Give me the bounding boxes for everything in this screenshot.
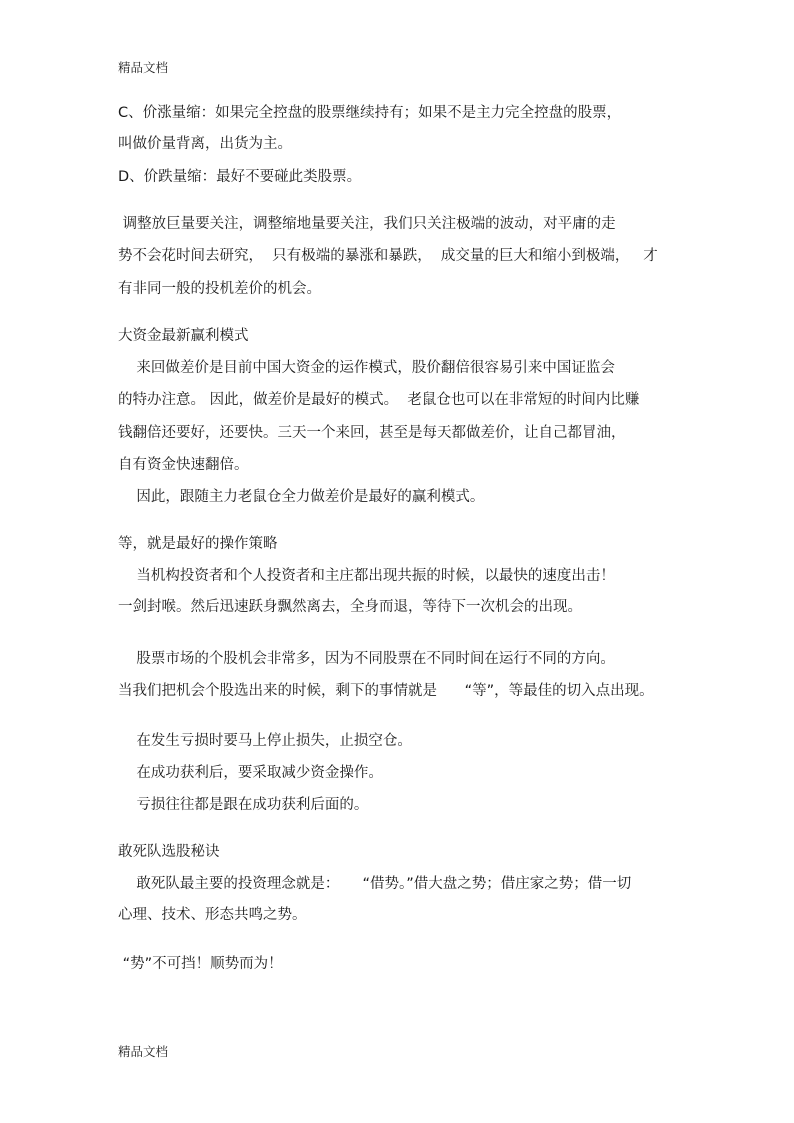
section-heading: 敢死队选股秘诀: [118, 844, 220, 860]
section-heading: 等，就是最好的操作策略: [118, 536, 278, 552]
doc-line: 叫做价量背离，出货为主。: [118, 136, 292, 152]
doc-line: 股票市场的个股机会非常多，因为不同股票在不同时间在运行不同的方向。: [118, 651, 615, 667]
doc-line: 有非同一般的投机差价的机会。: [118, 281, 321, 297]
doc-line: 在成功获利后，要采取减少资金操作。: [118, 765, 383, 781]
doc-line: 亏损往往都是跟在成功获利后面的。: [118, 797, 369, 813]
doc-line: 自有资金快速翻倍。: [118, 457, 249, 473]
doc-line: D、价跌量缩：最好不要碰此类股票。: [118, 169, 362, 185]
doc-line: 敢死队最主要的投资理念就是： “借势。”借大盘之势；借庄家之势；借一切: [118, 876, 632, 892]
doc-line: 一剑封喉。然后迅速跃身飘然离去，全身而退，等待下一次机会的出现。: [118, 599, 582, 615]
doc-line: 在发生亏损时要马上停止损失，止损空仓。: [118, 733, 412, 749]
doc-line: C、价涨量缩：如果完全控盘的股票继续持有；如果不是主力完全控盘的股票，: [118, 105, 622, 121]
doc-line: “势”不可挡！顺势而为！: [118, 956, 283, 972]
doc-line: 势不会花时间去研究， 只有极端的暴涨和暴跌， 成交量的巨大和缩小到极端， 才: [118, 248, 658, 264]
doc-line: 来回做差价是目前中国大资金的运作模式，股价翻倍很容易引来中国证监会: [118, 360, 615, 376]
doc-line: 当机构投资者和个人投资者和主庄都出现共振的时候，以最快的速度出击！: [118, 568, 615, 584]
doc-line: 因此，跟随主力老鼠仓全力做差价是最好的赢利模式。: [118, 489, 485, 505]
section-heading: 大资金最新赢利模式: [118, 328, 249, 344]
doc-line: 当我们把机会个股选出来的时候，剩下的事情就是 “等”，等最佳的切入点出现。: [118, 683, 654, 699]
page-header: 精品文档: [118, 60, 169, 75]
doc-line: 钱翻倍还要好，还要快。三天一个来回，甚至是每天都做差价，让自己都冒油，: [118, 425, 626, 441]
doc-line: 心理、技术、形态共鸣之势。: [118, 907, 307, 923]
page-footer: 精品文档: [118, 1044, 169, 1059]
doc-line: 的特办注意。 因此，做差价是最好的模式。 老鼠仓也可以在非常短的时间内比赚: [118, 392, 640, 408]
doc-line: 调整放巨量要关注，调整缩地量要关注，我们只关注极端的波动，对平庸的走: [118, 216, 616, 232]
